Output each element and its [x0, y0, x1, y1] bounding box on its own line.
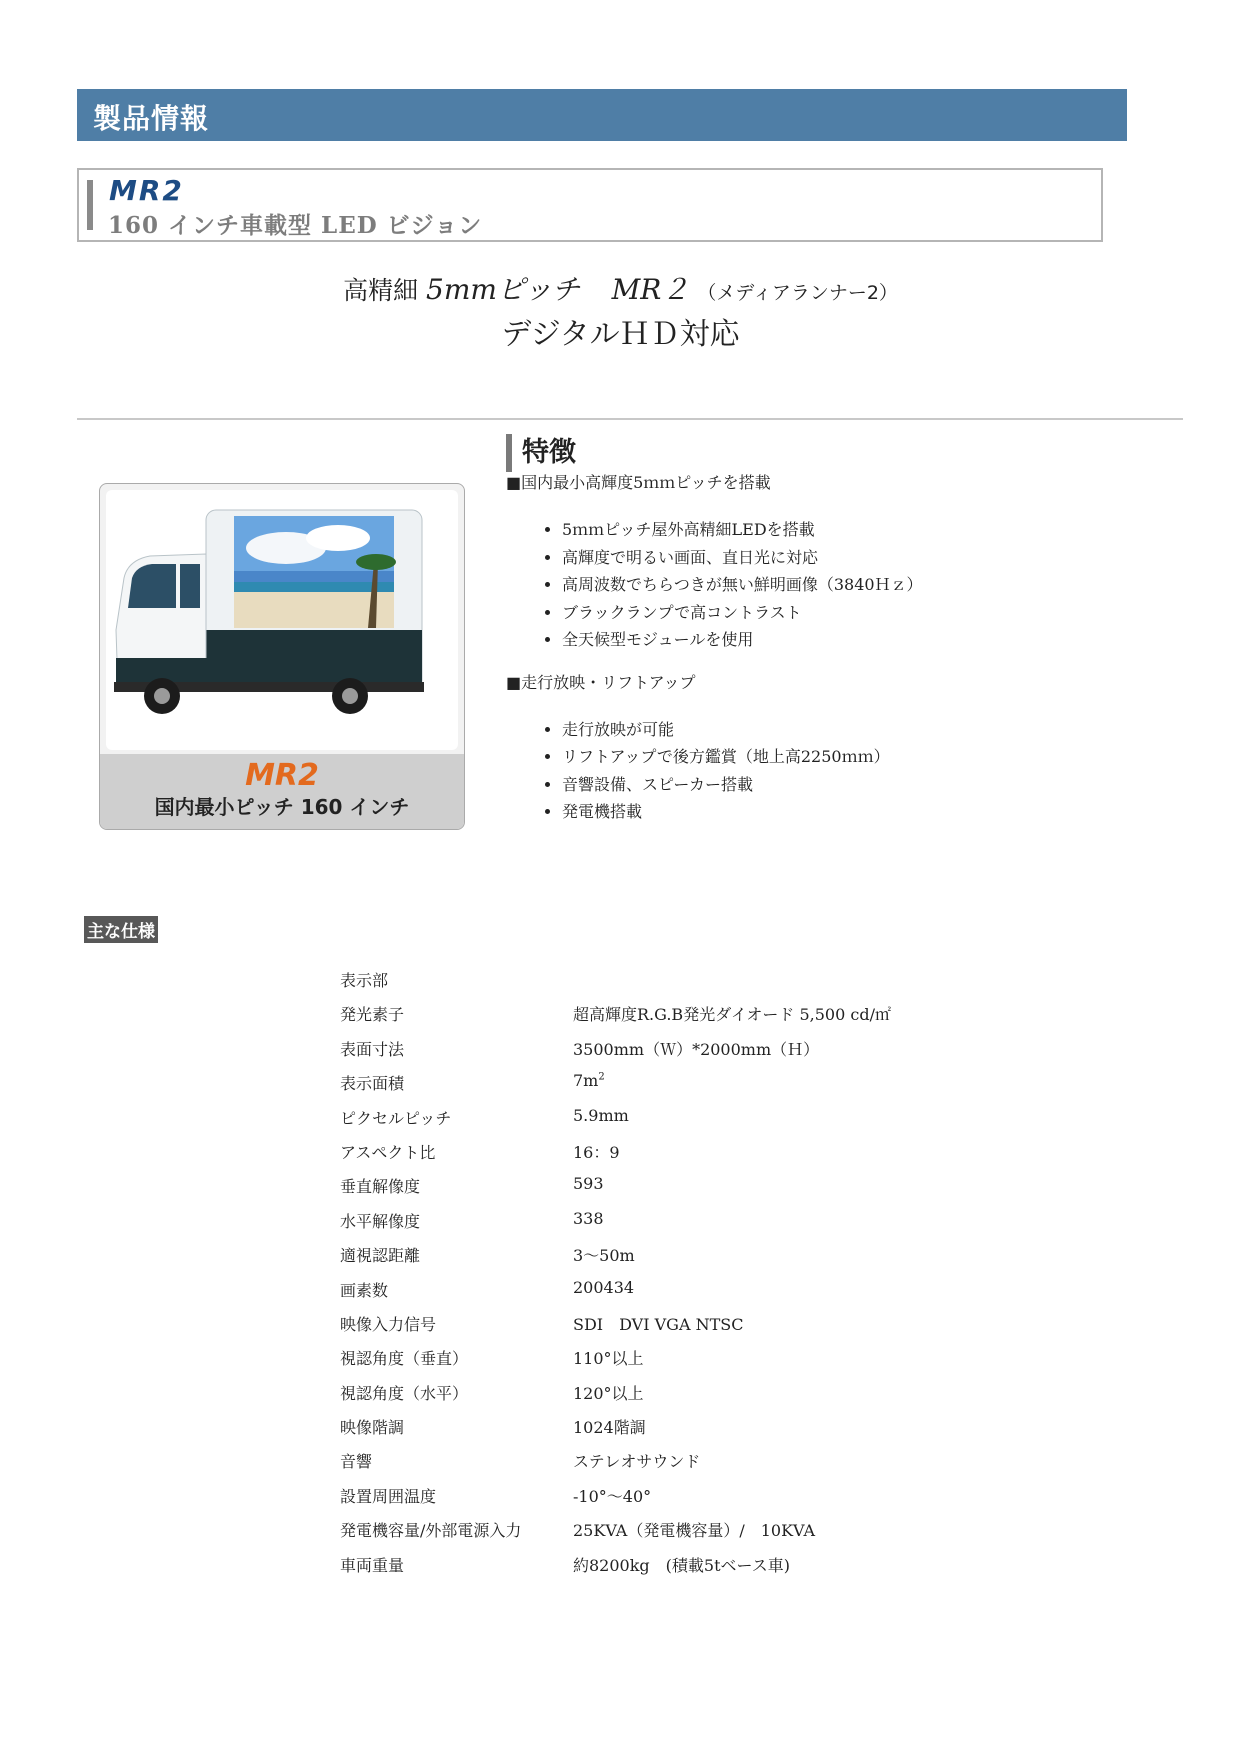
spec-value-base: 7m	[573, 1071, 599, 1091]
headline-model: MR２	[611, 273, 690, 306]
spec-key: 表示部	[340, 971, 389, 990]
spec-key: 水平解像度	[340, 1211, 421, 1231]
spec-value: 3～50m	[573, 1246, 635, 1266]
spec-value: 3500mm（Ｗ）*2000mm（Ｈ）	[573, 1039, 820, 1059]
product-model: MR2	[109, 174, 184, 207]
features-list1	[506, 516, 1146, 654]
spec-key: 視認角度（水平）	[340, 1383, 469, 1403]
spec-key: ピクセルピッチ	[340, 1108, 452, 1128]
list-item: • リフトアップで後方鑑賞（地上高2250ｍｍ）	[562, 743, 1146, 771]
title-accent-bar	[87, 180, 93, 230]
spec-value: 約8200kg (積載5tベース車)	[573, 1555, 790, 1575]
spec-title: 主な仕様	[84, 916, 158, 943]
spec-value: 超高輝度R.G.B発光ダイオード 5,500 cd/㎡	[573, 1005, 891, 1025]
headline-pitch: 5mmピッチ	[426, 273, 580, 306]
spec-key: 画素数	[340, 1280, 389, 1300]
features-section	[506, 434, 1146, 844]
spec-key: 音響	[340, 1452, 373, 1472]
spec-value: 120°以上	[573, 1383, 644, 1403]
list-item: • 高輝度で明るい画面、直日光に対応	[562, 544, 1146, 572]
spec-key: 発光素子	[340, 1005, 405, 1025]
spec-value: 338	[573, 1208, 604, 1228]
features-section1-heading: ■国内最小高輝度5ｍｍピッチを搭載	[506, 473, 771, 492]
spec-value	[573, 1071, 605, 1090]
product-title-box	[77, 168, 1103, 242]
spec-value: -10°～40°	[573, 1486, 652, 1506]
list-item: • ブラックランプで高コントラスト	[562, 599, 1146, 627]
product-subtitle: 160 インチ車載型 LED ビジョン	[108, 212, 483, 239]
headline	[0, 270, 1241, 357]
list-item: • 走行放映が可能	[562, 716, 1146, 744]
spec-value: 1024階調	[573, 1418, 646, 1438]
features-section2-heading: ■走行放映・リフトアップ	[506, 672, 696, 692]
headline-line2: デジタルＨＤ対応	[501, 317, 740, 352]
truck-illustration	[106, 490, 458, 750]
spec-value: 593	[573, 1174, 604, 1194]
spec-key: 車両重量	[340, 1555, 405, 1575]
caption-text: 国内最小ピッチ 160 インチ	[154, 795, 410, 819]
spec-key: 発電機容量/外部電源入力	[340, 1521, 522, 1541]
list-item: • 全天候型モジュールを使用	[562, 626, 1146, 654]
spec-key: 表示面積	[340, 1074, 405, 1094]
spec-key: 適視認距離	[340, 1246, 421, 1266]
spec-value: 200434	[573, 1277, 635, 1297]
list-item: • 高周波数でちらつきが無い鮮明画像（3840Ｈｚ）	[562, 571, 1146, 599]
spec-value: ステレオサウンド	[573, 1452, 701, 1472]
spec-value-sup: 2	[598, 1071, 605, 1083]
spec-value: 5.9mm	[573, 1105, 629, 1125]
spec-value: 16：9	[573, 1142, 620, 1162]
list-item: • 5ｍｍピッチ屋外高精細LEDを搭載	[562, 516, 1146, 544]
spec-value: SDI DVI VGA NTSC	[573, 1314, 744, 1334]
headline-note: （メディアランナー2）	[697, 282, 898, 304]
spec-key: 表面寸法	[340, 1039, 405, 1059]
spec-value: 25KVA（発電機容量）/ 10KVA	[573, 1521, 816, 1541]
spec-key: 映像入力信号	[340, 1314, 437, 1334]
spec-key: 設置周囲温度	[340, 1486, 437, 1506]
spec-key: 視認角度（垂直）	[340, 1349, 469, 1369]
spec-key: アスペクト比	[340, 1142, 436, 1162]
caption-model: MR2	[245, 758, 319, 793]
spec-key: 垂直解像度	[340, 1177, 421, 1197]
spec-value: 110°以上	[573, 1349, 644, 1369]
list-item: • 発電機搭載	[562, 798, 1146, 826]
header-title: 製品情報	[93, 102, 210, 135]
features-list2	[506, 716, 1146, 826]
spec-key: 映像階調	[340, 1418, 405, 1438]
truck-photo	[106, 490, 458, 750]
header-bar	[77, 89, 1127, 141]
divider	[77, 418, 1183, 420]
product-image	[99, 483, 465, 830]
features-title: 特徴	[506, 434, 1146, 472]
image-caption	[100, 754, 464, 829]
headline-pre: 高精細	[343, 276, 419, 305]
list-item: • 音響設備、スピーカー搭載	[562, 771, 1146, 799]
